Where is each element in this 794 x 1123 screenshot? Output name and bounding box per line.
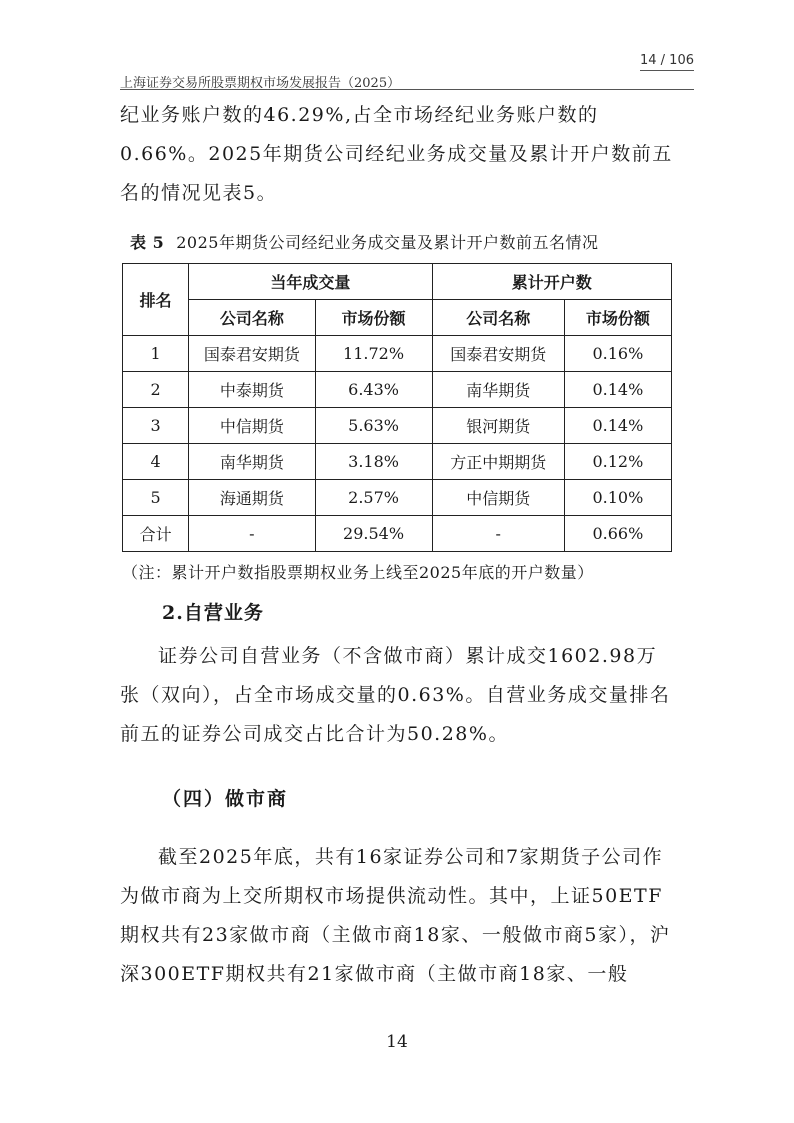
header-rule-short: [640, 70, 694, 71]
share-cell: 5.63%: [315, 408, 432, 444]
section-heading-proprietary: 2.自营业务: [162, 602, 264, 624]
share-cell: 0.16%: [564, 336, 671, 372]
table-row: [123, 372, 672, 408]
company-cell: 银河期货: [432, 408, 564, 444]
header-market-share-2: 市场份额: [564, 300, 671, 336]
company-cell: 南华期货: [189, 444, 315, 480]
share-cell: 3.18%: [315, 444, 432, 480]
company-cell: 海通期货: [189, 480, 315, 516]
header-company-name-2: 公司名称: [432, 300, 564, 336]
table-label: 表 5: [130, 233, 165, 252]
share-cell: 0.12%: [564, 444, 671, 480]
table-row: [123, 480, 672, 516]
total-share-cell: 29.54%: [315, 516, 432, 552]
company-cell: 南华期货: [432, 372, 564, 408]
running-header-title: 上海证券交易所股票期权市场发展报告（2025）: [120, 76, 401, 91]
paragraph-broker-accounts: 纪业务账户数的46.29%,占全市场经纪业务账户数的0.66%。2025年期货公司经纪业务成交量及累计开户数前五名的情况见表5。: [120, 104, 673, 204]
total-share-cell: 0.66%: [564, 516, 671, 552]
rank-cell: 2: [123, 372, 189, 408]
rank-cell: 4: [123, 444, 189, 480]
footer-page-number: 14: [386, 1032, 408, 1052]
share-cell: 6.43%: [315, 372, 432, 408]
table-note: （注：累计开户数指股票期权业务上线至2025年底的开户数量）: [122, 563, 594, 582]
table-caption: [130, 230, 598, 253]
rank-cell: 1: [123, 336, 189, 372]
header-annual-volume: 当年成交量: [189, 264, 432, 300]
paragraph-proprietary-trading: 证券公司自营业务（不含做市商）累计成交1602.98万张（双向），占全市场成交量的0.63%。自营业务成交量排名前五的证券公司成交占比合计为50.28%。: [120, 645, 671, 745]
company-cell: 国泰君安期货: [432, 336, 564, 372]
paragraph-market-makers: 截至2025年底，共有16家证券公司和7家期货子公司作为做市商为上交所期权市场提供流动性。其中，上证50ETF期权共有23家做市商（主做市商18家、一般做市商5家），沪深300ETF期权共有21家做市商（主做市商18家、一般: [120, 846, 671, 985]
table-header-row: [123, 264, 672, 300]
header-rank: 排名: [123, 264, 189, 336]
company-cell: 国泰君安期货: [189, 336, 315, 372]
header-rule: [120, 89, 694, 90]
share-cell: 0.14%: [564, 372, 671, 408]
share-cell: 11.72%: [315, 336, 432, 372]
header-company-name-1: 公司名称: [189, 300, 315, 336]
share-cell: 2.57%: [315, 480, 432, 516]
share-cell: 0.14%: [564, 408, 671, 444]
table-row: [123, 408, 672, 444]
rank-cell: 5: [123, 480, 189, 516]
page-indicator: 14 / 106: [640, 53, 694, 68]
total-company-cell: -: [432, 516, 564, 552]
table-caption-text: 2025年期货公司经纪业务成交量及累计开户数前五名情况: [176, 233, 599, 252]
company-cell: 中信期货: [432, 480, 564, 516]
total-company-cell: -: [189, 516, 315, 552]
company-cell: 中信期货: [189, 408, 315, 444]
futures-ranking-table: [122, 263, 672, 552]
rank-cell: 3: [123, 408, 189, 444]
header-market-share-1: 市场份额: [315, 300, 432, 336]
table-subheader-row: [123, 300, 672, 336]
company-cell: 方正中期期货: [432, 444, 564, 480]
table-row: [123, 336, 672, 372]
table-total-row: [123, 516, 672, 552]
share-cell: 0.10%: [564, 480, 671, 516]
total-label-cell: 合计: [123, 516, 189, 552]
header-cumulative-accounts: 累计开户数: [432, 264, 671, 300]
company-cell: 中泰期货: [189, 372, 315, 408]
section-heading-market-makers: （四）做市商: [162, 788, 289, 810]
table-row: [123, 444, 672, 480]
